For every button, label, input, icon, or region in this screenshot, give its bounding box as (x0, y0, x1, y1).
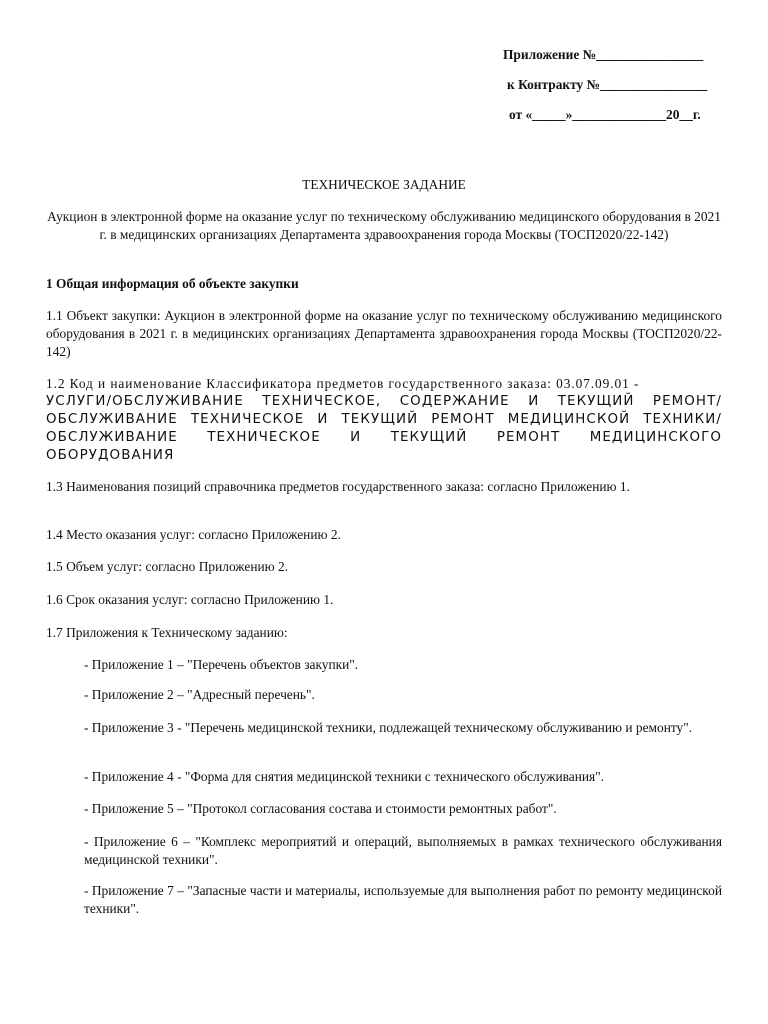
document-subtitle: Аукцион в электронной форме на оказание услуг по техническому обслуживанию медицинского оборудования в 2021 г. в медицинских организациях Департамента здравоохранения города Москвы (ТОСП2020/22-142) (47, 209, 721, 242)
contract-number-line: к Контракту №________________ (507, 77, 708, 92)
appendix-list-item: - Приложение 2 – "Адресный перечень". (84, 687, 315, 702)
paragraph-1-1: 1.1 Объект закупки: Аукцион в электронной форме на оказание услуг по техническому обслуживанию медицинского оборудования в 2021 г. в медицинских организациях Департамента здравоохранения города Москвы (ТОСП2020/22-142) (46, 308, 722, 359)
appendix-list-item: - Приложение 6 – "Комплекс мероприятий и операций, выполняемых в рамках технического обслуживания медицинской техники". (84, 834, 722, 867)
paragraph-1-2 (46, 375, 722, 465)
paragraph-1-5: 1.5 Объем услуг: согласно Приложению 2. (46, 559, 289, 574)
document-title: ТЕХНИЧЕСКОЕ ЗАДАНИЕ (302, 177, 466, 192)
appendix-list-item: - Приложение 1 – "Перечень объектов закупки". (84, 657, 359, 672)
appendix-list-item: - Приложение 7 – "Запасные части и материалы, используемые для выполнения работ по ремонту медицинской техники". (84, 883, 722, 916)
paragraph-1-2-classifier: УСЛУГИ/ОБСЛУЖИВАНИЕ ТЕХНИЧЕСКОЕ, СОДЕРЖАНИЕ И ТЕКУЩИЙ РЕМОНТ/ОБСЛУЖИВАНИЕ ТЕХНИЧЕСКОЕ И ТЕКУЩИЙ РЕМОНТ МЕДИЦИНСКОЙ ТЕХНИКИ/ОБСЛУЖИВАНИЕ ТЕХНИЧЕСКОЕ И ТЕКУЩИЙ РЕМОНТ МЕДИЦИНСКОГО ОБОРУДОВАНИЯ (46, 394, 722, 463)
appendix-number-line: Приложение №________________ (503, 47, 704, 62)
paragraph-1-4: 1.4 Место оказания услуг: согласно Приложению 2. (46, 527, 341, 542)
appendix-list-item: - Приложение 3 - "Перечень медицинской техники, подлежащей техническому обслуживанию и ремонту". (84, 720, 693, 735)
section-heading: 1 Общая информация об объекте закупки (46, 276, 299, 291)
header-block (503, 46, 728, 136)
appendix-list-item: - Приложение 4 - "Форма для снятия медицинской техники с технического обслуживания". (84, 769, 605, 784)
paragraph-1-6: 1.6 Срок оказания услуг: согласно Приложению 1. (46, 592, 334, 607)
paragraph-1-7: 1.7 Приложения к Техническому заданию: (46, 625, 288, 640)
paragraph-1-3: 1.3 Наименования позиций справочника предметов государственного заказа: согласно Приложению 1. (46, 479, 630, 494)
date-line: от «_____»______________20__г. (509, 107, 701, 122)
paragraph-1-2-lead: 1.2 Код и наименование Классификатора предметов государственного заказа: 03.07.09.01 - (46, 376, 640, 391)
appendix-list-item: - Приложение 5 – "Протокол согласования состава и стоимости ремонтных работ". (84, 801, 557, 816)
